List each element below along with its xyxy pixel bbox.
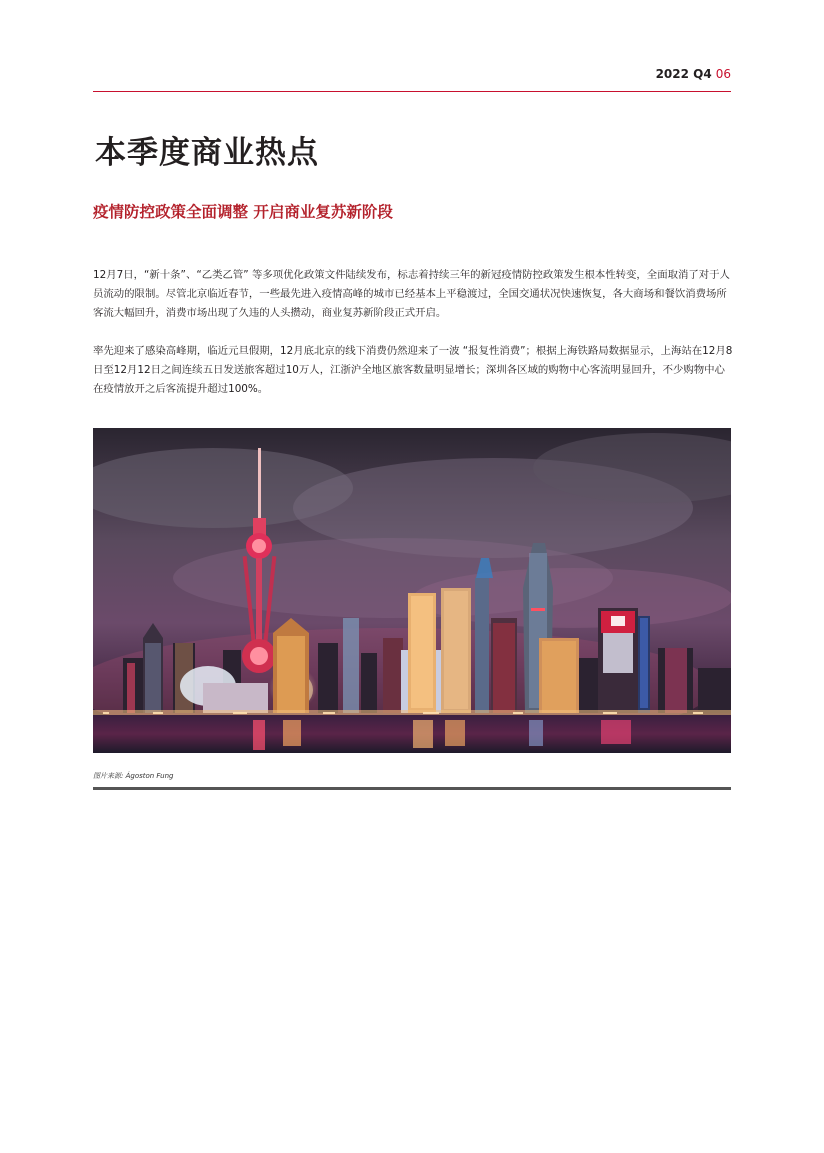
page-number: 06: [715, 67, 731, 81]
body-paragraph-2: 率先迎来了感染高峰期，临近元旦假期，12月底北京的线下消费仍然迎来了一波 “报复性消费”；根据上海铁路局数据显示，上海站在12月8日至12月12日之间连续五日发送旅客超过10万人，江浙沪全地区旅客数量明显增长；深圳各区域的购物中心客流明显回升，不少购物中心在疫情放开之后客流提升超过100%。: [93, 345, 733, 395]
header-divider: [93, 91, 731, 92]
issue-label: 2022 Q4: [655, 67, 712, 81]
photo-caption: 图片来源: Ágoston Fung: [93, 772, 174, 780]
body-paragraph-1: 12月7日，“新十条”、“乙类乙管” 等多项优化政策文件陆续发布，标志着持续三年的新冠疫情防控政策发生根本性转变，全面取消了对于人员流动的限制。尽管北京临近春节，一些最先进入疫情高峰的城市已经基本上平稳渡过，全国交通状况快速恢复，各大商场和餐饮消费场所客流大幅回升，消费市场出现了久违的人头攒动，商业复苏新阶段正式开启。: [93, 269, 730, 319]
section-divider: [93, 787, 731, 790]
shanghai-skyline-photo: [93, 428, 731, 753]
header-issue: [656, 66, 731, 82]
page-title: 本季度商业热点: [95, 135, 319, 171]
section-subtitle: 疫情防控政策全面调整 开启商业复苏新阶段: [93, 203, 393, 221]
